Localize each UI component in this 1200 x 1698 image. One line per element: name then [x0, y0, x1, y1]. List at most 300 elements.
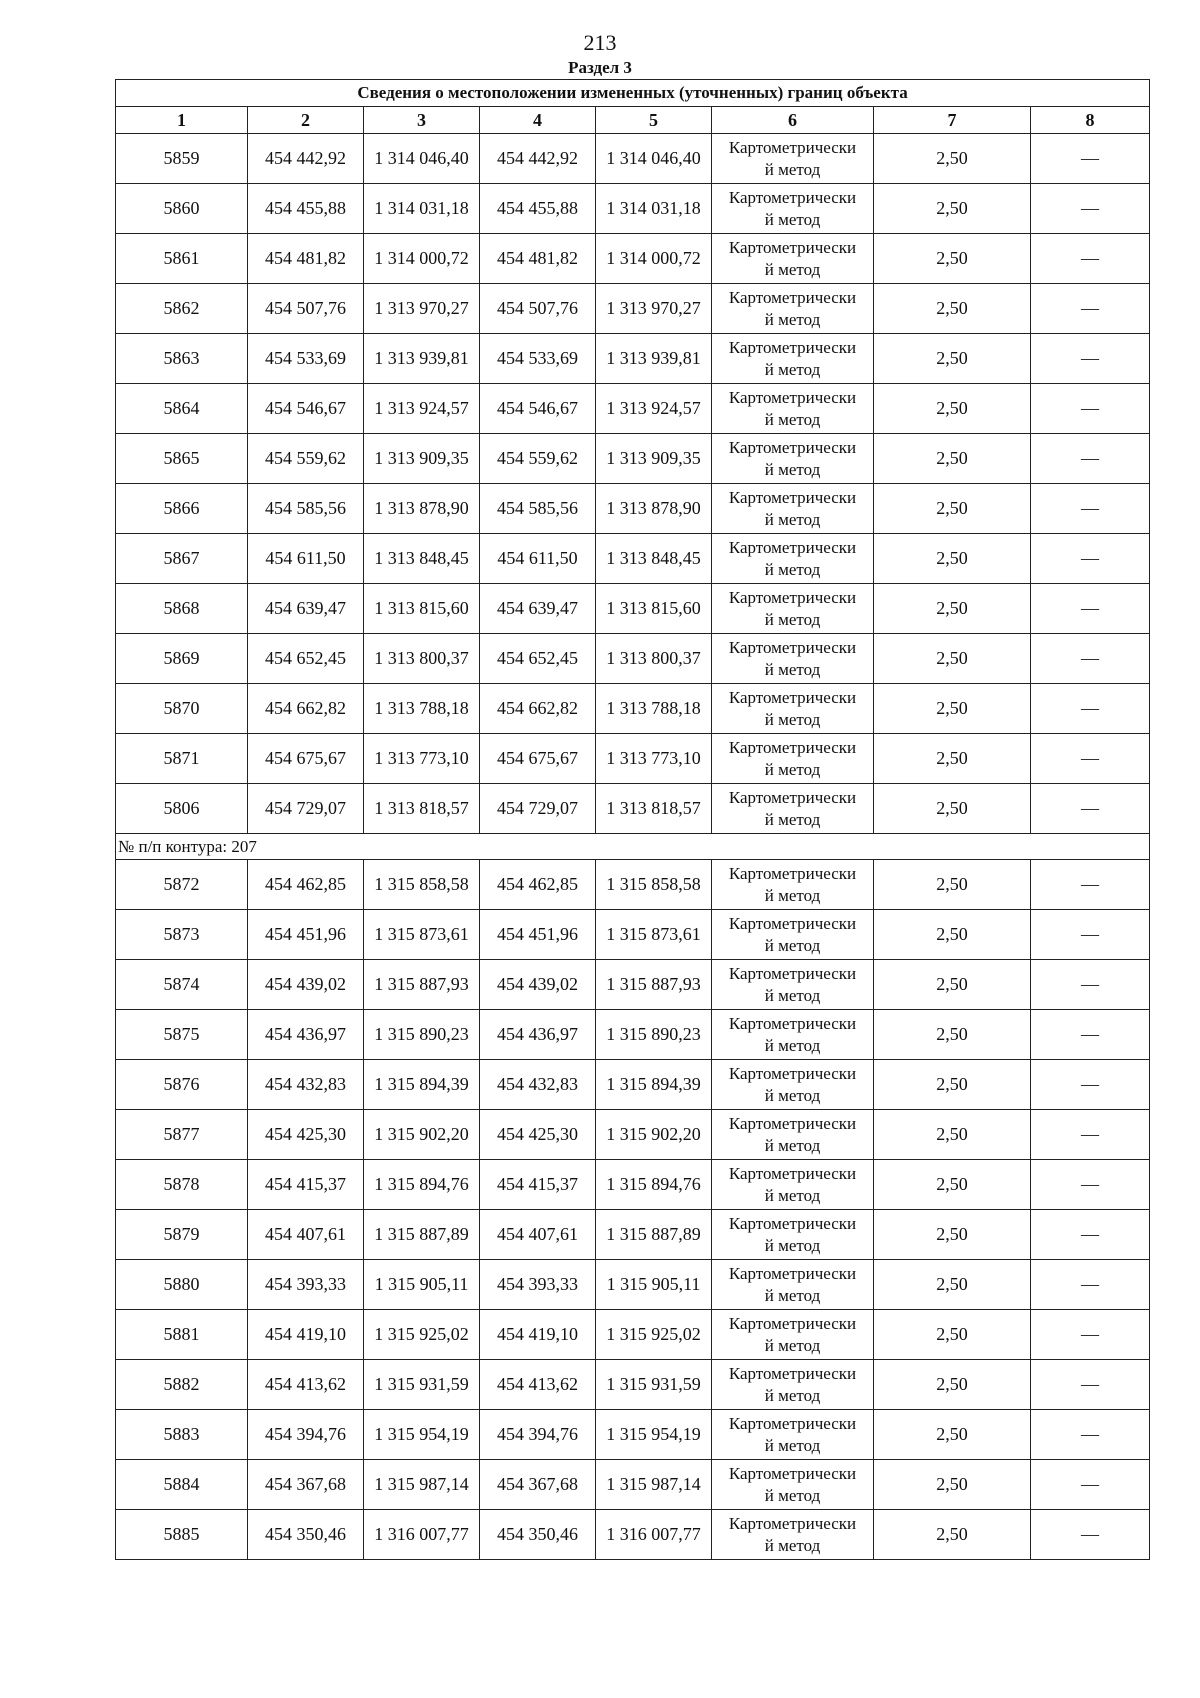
table-row: [116, 1010, 1150, 1060]
method-cell: [712, 584, 874, 634]
new-y-cell: 1 313 848,45: [596, 534, 712, 584]
method-cell: [712, 184, 874, 234]
point-number-cell: 5877: [116, 1110, 248, 1160]
table-row: [116, 284, 1150, 334]
method-line-2: й метод: [764, 709, 821, 729]
new-x-cell: 454 652,45: [480, 634, 596, 684]
new-x-cell: 454 455,88: [480, 184, 596, 234]
method-line-1: Картометрически: [728, 587, 857, 607]
new-y-cell: 1 313 818,57: [596, 784, 712, 834]
existing-x-cell: 454 559,62: [248, 434, 364, 484]
note-cell: —: [1031, 1260, 1150, 1310]
existing-y-cell: 1 313 773,10: [364, 734, 480, 784]
new-x-cell: 454 425,30: [480, 1110, 596, 1160]
method-cell: [712, 1360, 874, 1410]
accuracy-cell: 2,50: [874, 184, 1031, 234]
note-cell: —: [1031, 1160, 1150, 1210]
point-number-cell: 5878: [116, 1160, 248, 1210]
accuracy-cell: 2,50: [874, 1110, 1031, 1160]
existing-y-cell: 1 313 788,18: [364, 684, 480, 734]
point-number-cell: 5860: [116, 184, 248, 234]
table-row: [116, 1410, 1150, 1460]
existing-y-cell: 1 315 954,19: [364, 1410, 480, 1460]
accuracy-cell: 2,50: [874, 534, 1031, 584]
method-line-2: й метод: [764, 559, 821, 579]
method-line-1: Картометрически: [728, 287, 857, 307]
new-x-cell: 454 436,97: [480, 1010, 596, 1060]
method-line-2: й метод: [764, 985, 821, 1005]
method-cell: [712, 1260, 874, 1310]
existing-y-cell: 1 315 987,14: [364, 1460, 480, 1510]
method-line-2: й метод: [764, 159, 821, 179]
point-number-cell: 5872: [116, 860, 248, 910]
existing-x-cell: 454 425,30: [248, 1110, 364, 1160]
table-row: [116, 584, 1150, 634]
table-row: [116, 684, 1150, 734]
existing-y-cell: 1 315 905,11: [364, 1260, 480, 1310]
note-cell: —: [1031, 384, 1150, 434]
existing-x-cell: 454 350,46: [248, 1510, 364, 1560]
method-cell: [712, 1110, 874, 1160]
note-cell: —: [1031, 1460, 1150, 1510]
column-number-row: [116, 107, 1150, 134]
existing-x-cell: 454 675,67: [248, 734, 364, 784]
note-cell: —: [1031, 1360, 1150, 1410]
method-cell: [712, 784, 874, 834]
method-line-1: Картометрически: [728, 637, 857, 657]
method-cell: [712, 1210, 874, 1260]
method-cell: [712, 1160, 874, 1210]
new-y-cell: 1 313 909,35: [596, 434, 712, 484]
new-x-cell: 454 533,69: [480, 334, 596, 384]
method-line-2: й метод: [764, 809, 821, 829]
new-y-cell: 1 313 970,27: [596, 284, 712, 334]
accuracy-cell: 2,50: [874, 484, 1031, 534]
method-line-1: Картометрически: [728, 1463, 857, 1483]
method-line-2: й метод: [764, 1085, 821, 1105]
existing-x-cell: 454 481,82: [248, 234, 364, 284]
column-number: 4: [480, 107, 596, 134]
table-row: [116, 334, 1150, 384]
accuracy-cell: 2,50: [874, 1360, 1031, 1410]
existing-y-cell: 1 315 858,58: [364, 860, 480, 910]
method-cell: [712, 910, 874, 960]
new-x-cell: 454 394,76: [480, 1410, 596, 1460]
existing-x-cell: 454 451,96: [248, 910, 364, 960]
method-line-1: Картометрически: [728, 863, 857, 883]
table-row: [116, 1260, 1150, 1310]
method-cell: [712, 134, 874, 184]
new-y-cell: 1 315 894,39: [596, 1060, 712, 1110]
accuracy-cell: 2,50: [874, 1510, 1031, 1560]
new-y-cell: 1 313 773,10: [596, 734, 712, 784]
point-number-cell: 5869: [116, 634, 248, 684]
existing-x-cell: 454 393,33: [248, 1260, 364, 1310]
method-cell: [712, 534, 874, 584]
accuracy-cell: 2,50: [874, 684, 1031, 734]
new-x-cell: 454 462,85: [480, 860, 596, 910]
method-line-1: Картометрически: [728, 1163, 857, 1183]
method-cell: [712, 1060, 874, 1110]
existing-y-cell: 1 315 890,23: [364, 1010, 480, 1060]
existing-y-cell: 1 313 924,57: [364, 384, 480, 434]
method-line-1: Картометрически: [728, 487, 857, 507]
page-number: 213: [583, 30, 617, 55]
new-x-cell: 454 481,82: [480, 234, 596, 284]
method-line-2: й метод: [764, 459, 821, 479]
table-caption: Сведения о местоположении измененных (уточненных) границ объекта: [116, 80, 1150, 107]
new-y-cell: 1 315 925,02: [596, 1310, 712, 1360]
existing-y-cell: 1 315 894,39: [364, 1060, 480, 1110]
method-line-1: Картометрически: [728, 237, 857, 257]
new-y-cell: 1 316 007,77: [596, 1510, 712, 1560]
table-row: [116, 960, 1150, 1010]
column-number: 8: [1031, 107, 1150, 134]
note-cell: —: [1031, 1110, 1150, 1160]
table-row: [116, 434, 1150, 484]
point-number-cell: 5883: [116, 1410, 248, 1460]
method-line-1: Картометрически: [728, 963, 857, 983]
new-x-cell: 454 639,47: [480, 584, 596, 634]
accuracy-cell: 2,50: [874, 234, 1031, 284]
point-number-cell: 5861: [116, 234, 248, 284]
existing-x-cell: 454 455,88: [248, 184, 364, 234]
method-line-2: й метод: [764, 609, 821, 629]
accuracy-cell: 2,50: [874, 584, 1031, 634]
new-y-cell: 1 315 931,59: [596, 1360, 712, 1410]
existing-x-cell: 454 442,92: [248, 134, 364, 184]
method-line-1: Картометрически: [728, 1513, 857, 1533]
method-line-1: Картометрически: [728, 337, 857, 357]
method-cell: [712, 1010, 874, 1060]
contour-label-row: [116, 834, 1150, 860]
existing-x-cell: 454 611,50: [248, 534, 364, 584]
existing-x-cell: 454 432,83: [248, 1060, 364, 1110]
new-y-cell: 1 315 887,89: [596, 1210, 712, 1260]
accuracy-cell: 2,50: [874, 1060, 1031, 1110]
new-y-cell: 1 315 894,76: [596, 1160, 712, 1210]
note-cell: —: [1031, 1410, 1150, 1460]
contour-label: № п/п контура: 207: [116, 834, 1150, 860]
method-line-2: й метод: [764, 759, 821, 779]
new-y-cell: 1 315 905,11: [596, 1260, 712, 1310]
method-line-1: Картометрически: [728, 737, 857, 757]
note-cell: —: [1031, 634, 1150, 684]
point-number-cell: 5885: [116, 1510, 248, 1560]
method-cell: [712, 1410, 874, 1460]
existing-y-cell: 1 313 970,27: [364, 284, 480, 334]
existing-x-cell: 454 436,97: [248, 1010, 364, 1060]
table-row: [116, 184, 1150, 234]
point-number-cell: 5882: [116, 1360, 248, 1410]
new-x-cell: 454 729,07: [480, 784, 596, 834]
table-row: [116, 634, 1150, 684]
method-cell: [712, 234, 874, 284]
method-line-2: й метод: [764, 409, 821, 429]
method-cell: [712, 684, 874, 734]
accuracy-cell: 2,50: [874, 960, 1031, 1010]
existing-y-cell: 1 315 873,61: [364, 910, 480, 960]
note-cell: —: [1031, 684, 1150, 734]
column-number: 7: [874, 107, 1031, 134]
new-x-cell: 454 559,62: [480, 434, 596, 484]
table-row: [116, 1110, 1150, 1160]
method-line-2: й метод: [764, 1435, 821, 1455]
existing-x-cell: 454 585,56: [248, 484, 364, 534]
table-row: [116, 734, 1150, 784]
new-x-cell: 454 393,33: [480, 1260, 596, 1310]
note-cell: —: [1031, 184, 1150, 234]
new-x-cell: 454 407,61: [480, 1210, 596, 1260]
new-x-cell: 454 415,37: [480, 1160, 596, 1210]
point-number-cell: 5873: [116, 910, 248, 960]
method-line-1: Картометрически: [728, 913, 857, 933]
column-number: 2: [248, 107, 364, 134]
new-y-cell: 1 314 031,18: [596, 184, 712, 234]
accuracy-cell: 2,50: [874, 134, 1031, 184]
existing-x-cell: 454 662,82: [248, 684, 364, 734]
point-number-cell: 5862: [116, 284, 248, 334]
existing-x-cell: 454 407,61: [248, 1210, 364, 1260]
new-y-cell: 1 315 858,58: [596, 860, 712, 910]
accuracy-cell: 2,50: [874, 1310, 1031, 1360]
method-line-2: й метод: [764, 1235, 821, 1255]
existing-x-cell: 454 439,02: [248, 960, 364, 1010]
method-cell: [712, 634, 874, 684]
accuracy-cell: 2,50: [874, 860, 1031, 910]
method-line-1: Картометрически: [728, 1113, 857, 1133]
new-x-cell: 454 675,67: [480, 734, 596, 784]
new-x-cell: 454 419,10: [480, 1310, 596, 1360]
note-cell: —: [1031, 1210, 1150, 1260]
new-x-cell: 454 611,50: [480, 534, 596, 584]
method-cell: [712, 734, 874, 784]
accuracy-cell: 2,50: [874, 434, 1031, 484]
existing-y-cell: 1 313 939,81: [364, 334, 480, 384]
point-number-cell: 5880: [116, 1260, 248, 1310]
method-line-2: й метод: [764, 885, 821, 905]
table-row: [116, 1460, 1150, 1510]
existing-x-cell: 454 507,76: [248, 284, 364, 334]
method-cell: [712, 434, 874, 484]
new-x-cell: 454 350,46: [480, 1510, 596, 1560]
existing-y-cell: 1 313 878,90: [364, 484, 480, 534]
existing-x-cell: 454 639,47: [248, 584, 364, 634]
note-cell: —: [1031, 960, 1150, 1010]
existing-y-cell: 1 315 902,20: [364, 1110, 480, 1160]
new-y-cell: 1 313 878,90: [596, 484, 712, 534]
method-line-2: й метод: [764, 1035, 821, 1055]
accuracy-cell: 2,50: [874, 1260, 1031, 1310]
method-line-1: Картометрически: [728, 1213, 857, 1233]
note-cell: —: [1031, 234, 1150, 284]
new-x-cell: 454 662,82: [480, 684, 596, 734]
column-number: 5: [596, 107, 712, 134]
existing-y-cell: 1 315 925,02: [364, 1310, 480, 1360]
accuracy-cell: 2,50: [874, 634, 1031, 684]
method-line-1: Картометрически: [728, 1313, 857, 1333]
new-y-cell: 1 314 000,72: [596, 234, 712, 284]
point-number-cell: 5876: [116, 1060, 248, 1110]
column-number: 3: [364, 107, 480, 134]
method-line-1: Картометрически: [728, 1363, 857, 1383]
method-line-2: й метод: [764, 1535, 821, 1555]
method-line-2: й метод: [764, 359, 821, 379]
new-y-cell: 1 315 890,23: [596, 1010, 712, 1060]
new-y-cell: 1 315 987,14: [596, 1460, 712, 1510]
note-cell: —: [1031, 134, 1150, 184]
new-y-cell: 1 315 887,93: [596, 960, 712, 1010]
table-row: [116, 1310, 1150, 1360]
accuracy-cell: 2,50: [874, 910, 1031, 960]
table-row: [116, 1210, 1150, 1260]
table-row: [116, 384, 1150, 434]
accuracy-cell: 2,50: [874, 1410, 1031, 1460]
method-cell: [712, 284, 874, 334]
existing-y-cell: 1 314 000,72: [364, 234, 480, 284]
accuracy-cell: 2,50: [874, 1160, 1031, 1210]
table-caption-row: [116, 80, 1150, 107]
point-number-cell: 5867: [116, 534, 248, 584]
method-cell: [712, 334, 874, 384]
method-line-2: й метод: [764, 309, 821, 329]
point-number-cell: 5868: [116, 584, 248, 634]
table-row: [116, 860, 1150, 910]
new-y-cell: 1 313 800,37: [596, 634, 712, 684]
accuracy-cell: 2,50: [874, 784, 1031, 834]
existing-x-cell: 454 652,45: [248, 634, 364, 684]
method-cell: [712, 484, 874, 534]
point-number-cell: 5806: [116, 784, 248, 834]
column-number: 1: [116, 107, 248, 134]
method-cell: [712, 1310, 874, 1360]
method-line-1: Картометрически: [728, 1063, 857, 1083]
method-line-2: й метод: [764, 259, 821, 279]
note-cell: —: [1031, 284, 1150, 334]
existing-x-cell: 454 729,07: [248, 784, 364, 834]
method-line-2: й метод: [764, 509, 821, 529]
method-cell: [712, 1460, 874, 1510]
section-title: Раздел 3: [568, 58, 632, 77]
new-y-cell: 1 313 815,60: [596, 584, 712, 634]
method-line-1: Картометрически: [728, 1013, 857, 1033]
table-row: [116, 134, 1150, 184]
method-cell: [712, 384, 874, 434]
existing-x-cell: 454 413,62: [248, 1360, 364, 1410]
accuracy-cell: 2,50: [874, 1210, 1031, 1260]
existing-x-cell: 454 367,68: [248, 1460, 364, 1510]
method-line-1: Картометрически: [728, 187, 857, 207]
method-line-1: Картометрически: [728, 787, 857, 807]
table-row: [116, 1360, 1150, 1410]
note-cell: —: [1031, 584, 1150, 634]
method-line-2: й метод: [764, 935, 821, 955]
note-cell: —: [1031, 910, 1150, 960]
table-row: [116, 1060, 1150, 1110]
existing-x-cell: 454 546,67: [248, 384, 364, 434]
table-row: [116, 234, 1150, 284]
method-line-1: Картометрически: [728, 437, 857, 457]
existing-y-cell: 1 315 894,76: [364, 1160, 480, 1210]
new-x-cell: 454 413,62: [480, 1360, 596, 1410]
new-x-cell: 454 451,96: [480, 910, 596, 960]
existing-y-cell: 1 315 887,93: [364, 960, 480, 1010]
point-number-cell: 5874: [116, 960, 248, 1010]
note-cell: —: [1031, 1060, 1150, 1110]
new-x-cell: 454 442,92: [480, 134, 596, 184]
note-cell: —: [1031, 1010, 1150, 1060]
new-y-cell: 1 313 788,18: [596, 684, 712, 734]
point-number-cell: 5864: [116, 384, 248, 434]
point-number-cell: 5865: [116, 434, 248, 484]
method-line-2: й метод: [764, 659, 821, 679]
method-cell: [712, 860, 874, 910]
point-number-cell: 5879: [116, 1210, 248, 1260]
new-x-cell: 454 432,83: [480, 1060, 596, 1110]
method-line-1: Картометрически: [728, 1263, 857, 1283]
new-y-cell: 1 313 939,81: [596, 334, 712, 384]
method-line-2: й метод: [764, 209, 821, 229]
method-cell: [712, 960, 874, 1010]
new-x-cell: 454 367,68: [480, 1460, 596, 1510]
note-cell: —: [1031, 784, 1150, 834]
point-number-cell: 5871: [116, 734, 248, 784]
method-line-2: й метод: [764, 1485, 821, 1505]
table-row: [116, 784, 1150, 834]
column-number: 6: [712, 107, 874, 134]
note-cell: —: [1031, 334, 1150, 384]
point-number-cell: 5881: [116, 1310, 248, 1360]
method-line-2: й метод: [764, 1385, 821, 1405]
accuracy-cell: 2,50: [874, 384, 1031, 434]
existing-x-cell: 454 415,37: [248, 1160, 364, 1210]
table-row: [116, 910, 1150, 960]
coordinates-table: [115, 79, 1150, 1560]
new-x-cell: 454 507,76: [480, 284, 596, 334]
method-line-1: Картометрически: [728, 137, 857, 157]
note-cell: —: [1031, 484, 1150, 534]
point-number-cell: 5875: [116, 1010, 248, 1060]
point-number-cell: 5859: [116, 134, 248, 184]
method-line-2: й метод: [764, 1285, 821, 1305]
method-line-1: Картометрически: [728, 1413, 857, 1433]
method-cell: [712, 1510, 874, 1560]
existing-y-cell: 1 315 931,59: [364, 1360, 480, 1410]
existing-x-cell: 454 533,69: [248, 334, 364, 384]
accuracy-cell: 2,50: [874, 734, 1031, 784]
point-number-cell: 5863: [116, 334, 248, 384]
note-cell: —: [1031, 534, 1150, 584]
accuracy-cell: 2,50: [874, 334, 1031, 384]
new-x-cell: 454 439,02: [480, 960, 596, 1010]
new-x-cell: 454 546,67: [480, 384, 596, 434]
method-line-2: й метод: [764, 1335, 821, 1355]
method-line-1: Картометрически: [728, 537, 857, 557]
accuracy-cell: 2,50: [874, 1010, 1031, 1060]
existing-y-cell: 1 313 848,45: [364, 534, 480, 584]
table-row: [116, 1510, 1150, 1560]
existing-y-cell: 1 316 007,77: [364, 1510, 480, 1560]
note-cell: —: [1031, 1510, 1150, 1560]
new-y-cell: 1 315 902,20: [596, 1110, 712, 1160]
method-line-1: Картометрически: [728, 687, 857, 707]
note-cell: —: [1031, 1310, 1150, 1360]
existing-y-cell: 1 313 909,35: [364, 434, 480, 484]
existing-x-cell: 454 394,76: [248, 1410, 364, 1460]
note-cell: —: [1031, 860, 1150, 910]
table-row: [116, 1160, 1150, 1210]
new-y-cell: 1 314 046,40: [596, 134, 712, 184]
